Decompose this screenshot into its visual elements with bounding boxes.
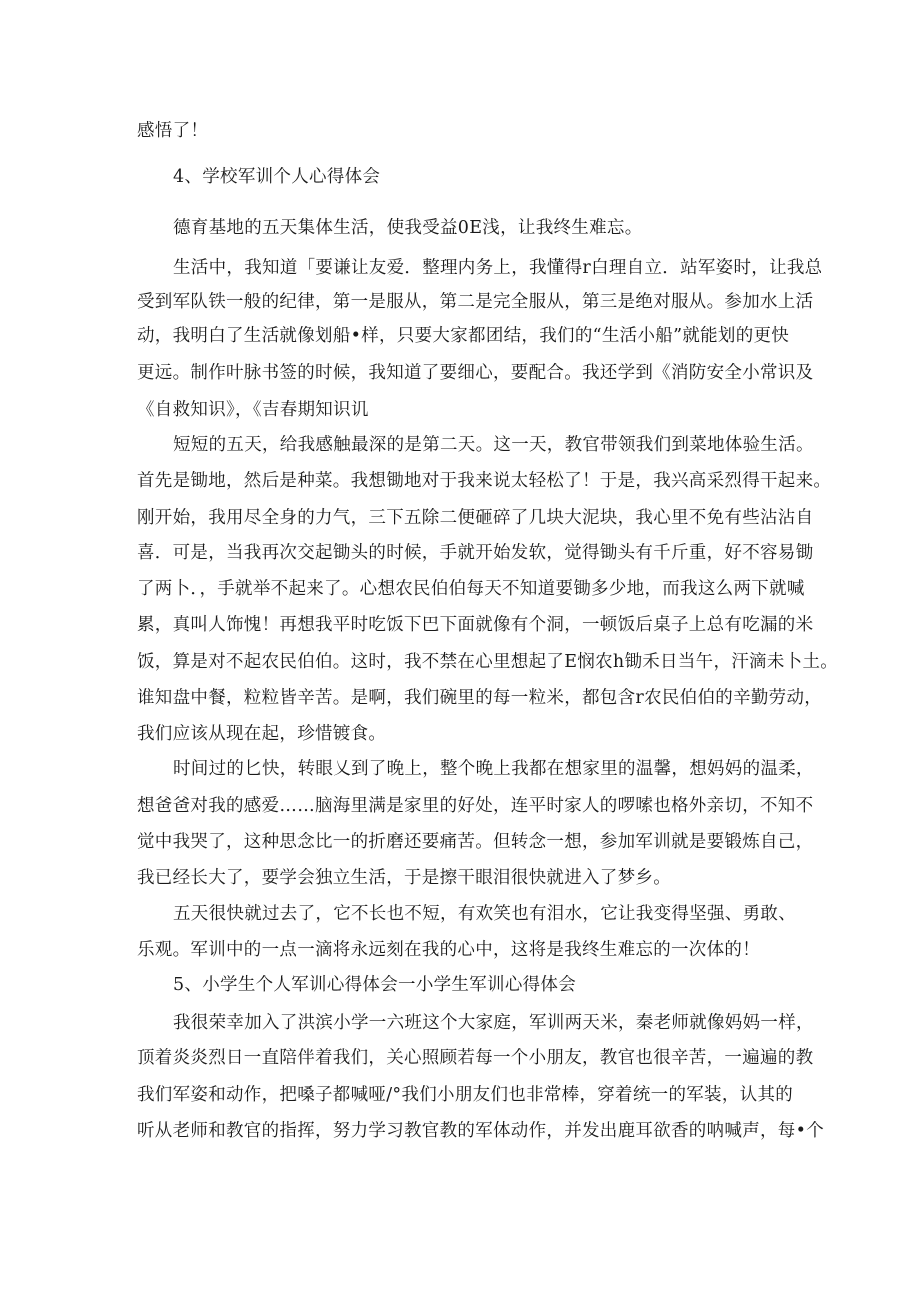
paragraph-line: 觉中我哭了，这种思念比一的折磨还要痛苦。但转念一想，参加军训就是要锻炼自己，: [137, 832, 814, 852]
paragraph-line: 顶着炎炎烈日一直陪伴着我们，关心照顾若每一个小朋友，教官也很辛苦，一遍遍的教: [137, 1048, 814, 1068]
paragraph-line: 时间过的匕快，转眼乂到了晚上，整个晚上我都在想家里的温馨，想妈妈的温柔，: [173, 759, 814, 779]
paragraph-line: 首先是锄地，然后是种菜。我想锄地对于我来说太轻松了！于是，我兴高采烈得干起来。: [137, 471, 832, 491]
paragraph-line: 累，真叫人饰愧！再想我平时吃饭下巴下面就像有个洞，一顿饭后桌子上总有吃漏的米: [137, 615, 814, 635]
paragraph-line: 生活中，我知道「要谦让友爱．整理内务上，我懂得r白理自立．站军姿时，让我总: [173, 258, 823, 278]
paragraph-line: 听从老师和教官的指挥，努力学习教官教的军体动作，并发出鹿耳欲香的呐喊声，每•个: [137, 1121, 825, 1141]
paragraph-line: 短短的五天，给我感触最深的是第二天。这一天，教官带领我们到菜地体验生活。: [173, 435, 814, 455]
paragraph-line: 受到军队铁一般的纪律，第一是服从，第二是完全服从，第三是绝对服从。参加水上活: [137, 292, 814, 312]
paragraph-line: 五天很快就过去了，它不长也不短，有欢笑也有泪水，它让我变得坚强、勇敢、: [173, 904, 796, 924]
paragraph-line: 德育基地的五天集体生活，使我受益0E浅，让我终生难忘。: [173, 218, 643, 238]
paragraph-line: 饭，算是对不起农民伯伯。这时，我不禁在心里想起了E悯农h锄禾日当午，汗滴未卜土。: [137, 652, 839, 672]
section-heading: 4、学校军训个人心得体会: [173, 167, 381, 187]
paragraph-line: 我很荣幸加入了洪滨小学一六班这个大家庭，军训两天米，秦老师就像妈妈一样，: [173, 1013, 814, 1033]
paragraph-line: 更远。制作叶脉书签的时候，我知道了要细心，要配合。我还学到《消防安全小常识及: [137, 363, 814, 383]
paragraph-line: 乐观。军训中的一点一滴将永远刻在我的心中，这将是我终生难忘的一次体的！: [137, 940, 760, 960]
paragraph-line: 我已经长大了，要学会独立生活，于是擦干眼泪很快就进入了梦乡。: [137, 868, 671, 888]
paragraph-line: 喜．可是，当我再次交起锄头的时候，手就开始发软，觉得锄头有千斤重，好不容易锄: [137, 543, 814, 563]
paragraph-line: 刚开始，我用尽全身的力气，三下五除二便砸碎了几块大泥块，我心里不免有些沾沾自: [137, 508, 814, 528]
paragraph-line: 我们军姿和动作，把嗓子都喊哑/°我们小朋友们也非常棒，穿着统一的军装，认其的: [137, 1085, 794, 1105]
paragraph-line: 我们应该从现在起，珍惜镀食。: [137, 724, 387, 744]
paragraph-line: 想爸爸对我的感爱……脑海里满是家里的好处，连平时家人的啰嗦也格外亲切，不知不: [137, 796, 814, 816]
paragraph-line: 谁知盘中餐，粒粒皆辛苦。是啊，我们碗里的每一粒米，都包含r农民伯伯的辛勤劳动，: [137, 688, 823, 708]
paragraph-line: 感悟了！: [137, 121, 209, 141]
paragraph-line: 了两卜．，手就举不起来了。心想农民伯伯每天不知道要锄多少地，而我这么两下就喊: [137, 579, 805, 599]
paragraph-line: 《自救知识》，《吉春期知识讥: [137, 400, 369, 420]
paragraph-line: 动，我明白了生活就像划船•样，只要大家都团结，我们的“生活小船”就能划的更快: [137, 326, 790, 346]
section-heading: 5、小学生个人军训心得体会一小学生军训心得体会: [173, 975, 577, 995]
